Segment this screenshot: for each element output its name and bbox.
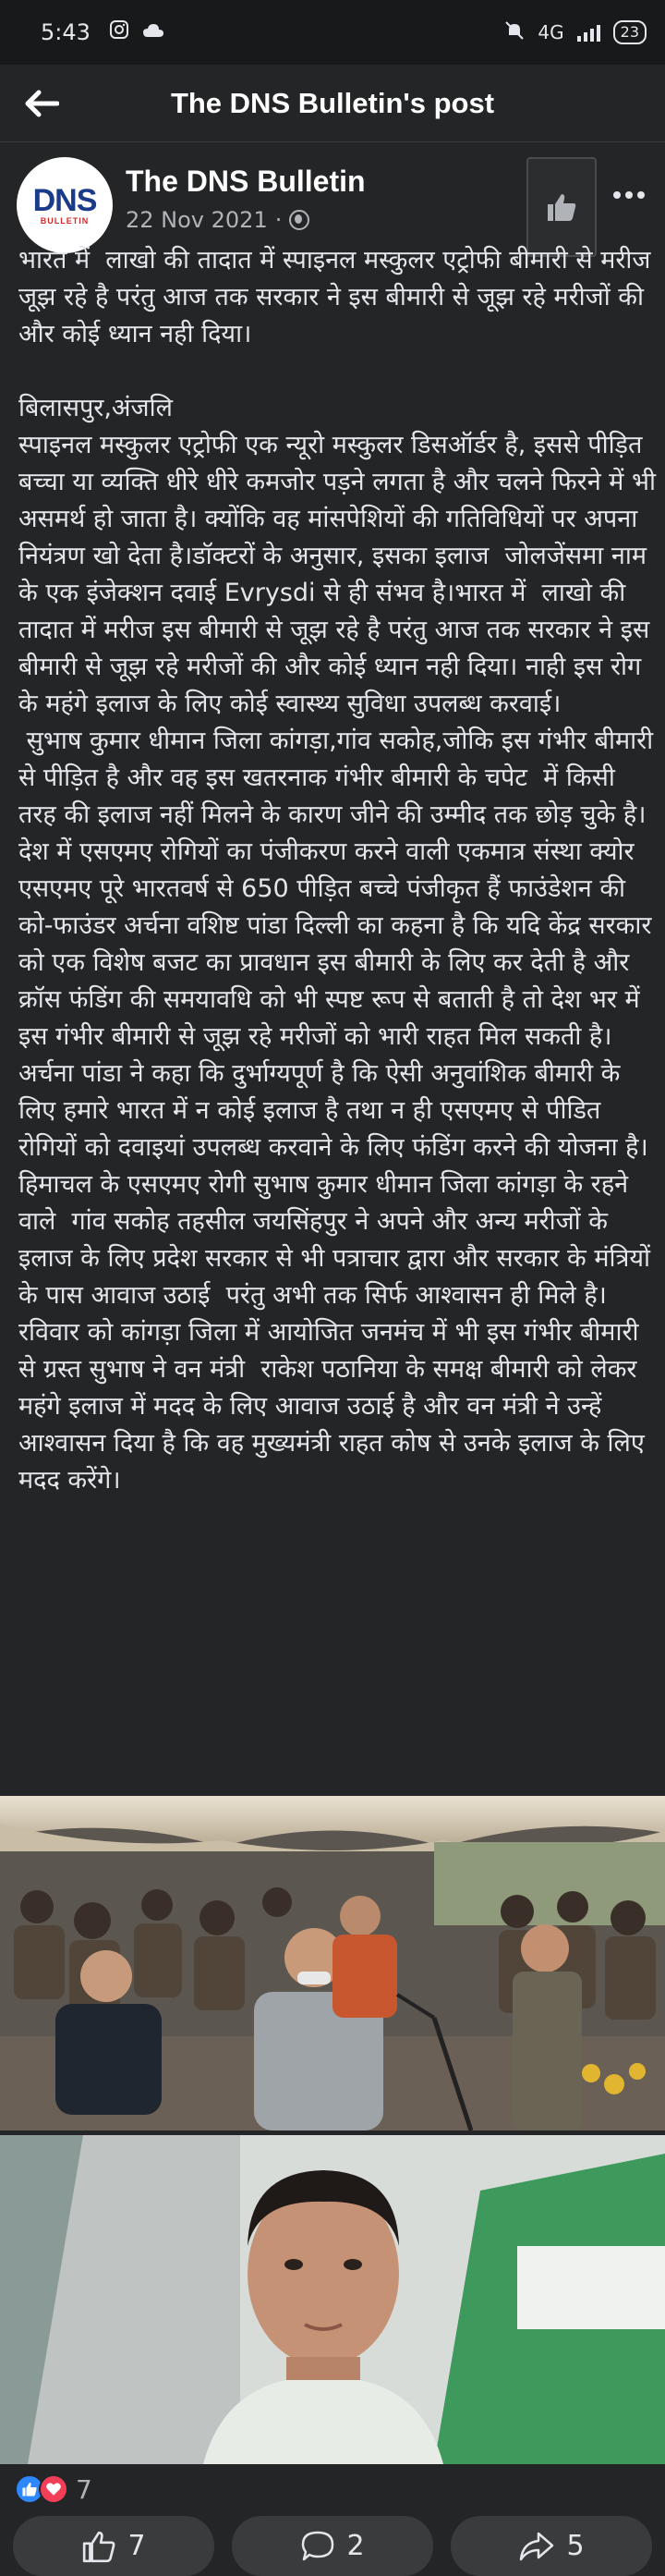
top-bar: [0, 65, 665, 142]
meta-separator: ·: [274, 207, 283, 233]
back-button[interactable]: [0, 65, 83, 142]
page-title: The DNS Bulletin's post: [170, 86, 495, 119]
comment-button[interactable]: [232, 2516, 433, 2576]
back-arrow-icon: [24, 90, 59, 117]
like-button[interactable]: [13, 2516, 214, 2576]
more-options-button[interactable]: [606, 172, 652, 218]
share-button[interactable]: [451, 2516, 652, 2576]
status-time: 5:43: [41, 19, 91, 45]
share-arrow-icon: [518, 2531, 555, 2562]
network-type: 4G: [538, 21, 564, 43]
page-avatar[interactable]: [17, 157, 113, 253]
love-reaction-icon: [39, 2474, 68, 2504]
status-bar: [0, 0, 665, 65]
post-body-text: भारत में लाखो की तादात में स्पाइनल मस्कुलर एट्रोफी बीमारी से मरीज जूझ रहे है परंतु आज तक सरकार ने इस बीमारी से जूझ रहे मरीजों की और कोई ध्यान नही दिया। बिलासपुर,अंजलि स्पाइनल मस्कुलर एट्रोफी एक न्यूरो मस्कुलर डिसऑर्डर है, इससे पीड़ित बच्चा या व्यक्ति धीरे धीरे कमजोर पड़ने लगता है और चलने फिरने में भी असमर्थ हो जाता है। क्योंकि वह मांसपेशियों की गतिविधियों पर अपना नियंत्रण खो देता है।डॉक्टरों के अनुसार, इसका इलाज जोलजेंसमा नाम के एक इंजेक्शन दवाई Evrysdi से ही संभव है।भारत में लाखो की तादात में मरीज इस बीमारी से जूझ रहे है परंतु आज तक सरकार ने इस बीमारी से जूझ रहे मरीजों की और कोई ध्यान नही दिया। नाही इस रोग के महंगे इलाज के लिए कोई स्वास्थ्य सुविधा उपलब्ध करवाई। सुभाष कुमार धीमान जिला कांगड़ा,गांव सकोह,जोकि इस गंभीर बीमारी से पीड़ित है और वह इस खतरनाक गंभीर बीमारी के चपेट में किसी तरह की इलाज नहीं मिलने के कारण जीने की उम्मीद तक छोड़ चुके है। देश में एसएमए रोगियों का पंजीकरण करने वाली एकमात्र संस्था क्योर एसएमए पूरे भारतवर्ष से 650 पीड़ित बच्चे पंजीकृत हैं फाउंडेशन की को-फाउंडर अर्चना वशिष्ट पांडा दिल्ली का कहना है कि यदि केंद्र सरकार को एक विशेष बजट का प्रावधान इस बीमारी के लिए कर देती है और क्रॉस फंडिंग की समयावधि को भी स्पष्ट रूप से बताती है तो देश भर में इस गंभीर बीमारी से जूझ रहे मरीजों को भारी राहत मिल सकती है। अर्चना पांडा ने कहा कि दुर्भाग्यपूर्ण है कि ऐसी अनुवांशिक बीमारी के लिए हमारे भारत में न कोई इलाज है तथा न ही एसएमए से पीडित रोगियों को दवाइयां उपलब्ध करवाने के लिए फंडिंग करने की योजना है। हिमाचल के एसएमए रोगी सुभाष कुमार धीमान जिला कांगड़ा के रहने वाले गांव सकोह तहसील जयसिंहपुर ने अपने और अन्य मरीजों के इलाज के लिए प्रदेश सरकार से भी पत्राचार द्वारा और सरकार के मंत्रियों के पास आवाज उठाई परंतु अभी तक सिर्फ आश्वासन ही मिले है।रविवार को कांगड़ा जिला में आयोजित जनमंच में भी इस गंभीर बीमारी से ग्रस्त सुभाष ने वन मंत्री राकेश पठानिया के समक्ष बीमारी को लेकर महंगे इलाज में मदद के लिए आवाज उठाई है और वन मंत्री ने उन्हें आश्वासन दिया है कि वह मुख्यमंत्री राहत कोष से उनके इलाज के लिए मदद करेंगे।: [18, 246, 656, 1495]
share-count: 5: [566, 2530, 585, 2562]
post-photo-portrait[interactable]: [0, 2135, 665, 2464]
comment-count: 2: [346, 2530, 365, 2562]
more-dot-icon: [625, 191, 633, 199]
cloud-icon: [142, 21, 164, 44]
more-dot-icon: [637, 191, 645, 199]
reaction-summary[interactable]: [15, 2469, 92, 2509]
meeting-photo-graphic: [0, 1796, 665, 2130]
post-photo-meeting[interactable]: [0, 1796, 665, 2130]
like-count: 7: [127, 2530, 146, 2562]
battery-indicator: 23: [613, 20, 647, 44]
thumbs-up-outline-icon: [81, 2529, 116, 2564]
status-right: [504, 20, 647, 45]
portrait-photo-graphic: [0, 2135, 665, 2464]
page-name[interactable]: The DNS Bulletin: [126, 165, 366, 198]
reaction-count: 7: [76, 2473, 92, 2505]
comment-bubble-icon: [300, 2530, 335, 2563]
more-dot-icon: [613, 191, 621, 199]
avatar-logo-text: DNS: [32, 183, 97, 218]
instagram-icon: [109, 19, 129, 45]
post-date[interactable]: 22 Nov 2021: [126, 207, 268, 233]
mute-icon: [504, 20, 525, 45]
globe-icon: [289, 210, 309, 230]
thumbs-up-icon: [545, 190, 578, 224]
avatar-logo-subtext: BULLETIN: [40, 216, 90, 226]
post-actions: [0, 2516, 665, 2576]
signal-icon: [577, 23, 600, 42]
post-meta: [126, 207, 309, 233]
